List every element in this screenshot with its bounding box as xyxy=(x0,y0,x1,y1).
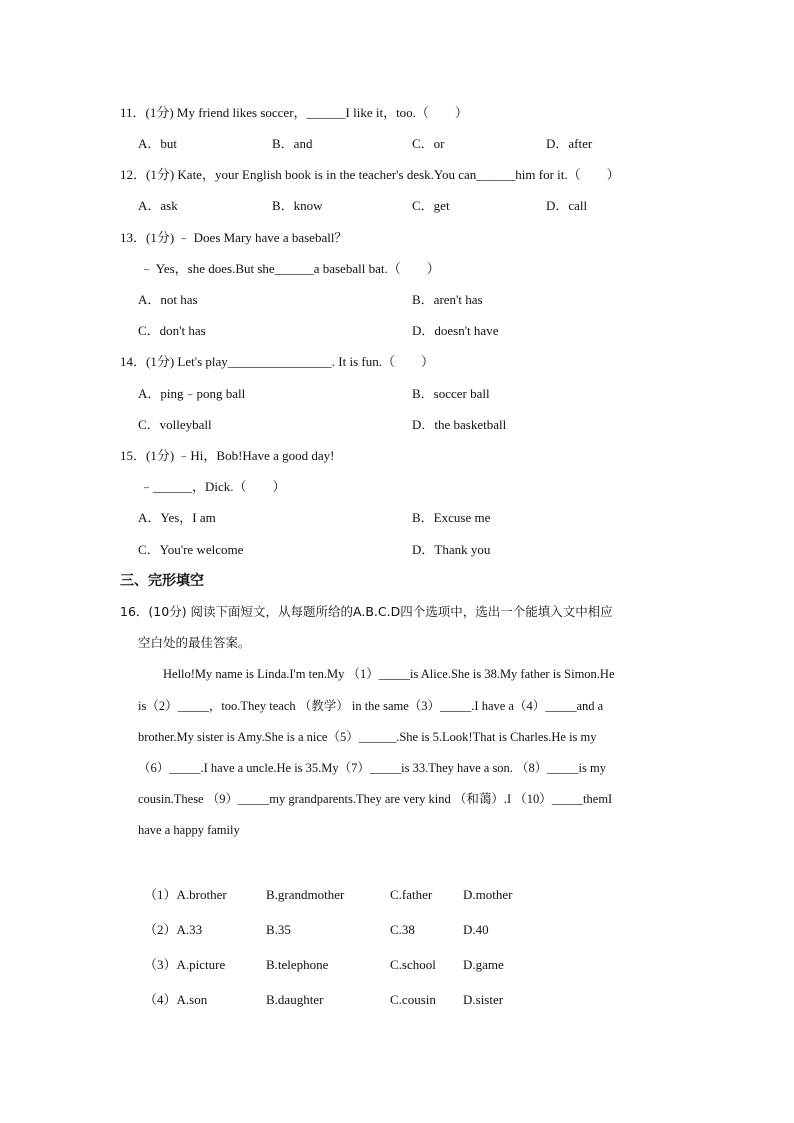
q15-option-d[interactable]: D．Thank you xyxy=(412,542,491,557)
q13-option-b[interactable]: B．aren't has xyxy=(412,292,483,307)
question-13-stem: 13．(1分) ﹣ Does Mary have a baseball？ xyxy=(120,230,348,245)
q12-option-b[interactable]: B．know xyxy=(272,198,323,213)
q14-option-a[interactable]: A．ping﹣pong ball xyxy=(138,386,246,401)
passage-line-4: （6）_____.I have a uncle.He is 35.My（7）_____is 33.They have a son. （8）_____is my xyxy=(138,761,606,775)
choice-4-c[interactable]: C.cousin xyxy=(390,992,436,1007)
question-15-stem: 15．(1分) ﹣Hi，Bob!Have a good day! xyxy=(120,448,335,463)
question-11-stem: 11．(1分) My friend likes soccer，______I like it，too.（ ） xyxy=(120,105,468,120)
q12-option-a[interactable]: A．ask xyxy=(138,198,178,213)
q11-option-c[interactable]: C．or xyxy=(412,136,445,151)
question-14-stem: 14．(1分) Let's play________________. It is fun.（ ） xyxy=(120,354,434,369)
q12-option-d[interactable]: D．call xyxy=(546,198,588,213)
choice-4-b[interactable]: B.daughter xyxy=(266,992,324,1007)
q14-option-b[interactable]: B．soccer ball xyxy=(412,386,490,401)
choice-1-b[interactable]: B.grandmother xyxy=(266,887,345,902)
passage-line-6: have a happy family xyxy=(138,823,240,837)
question-12-stem: 12．(1分) Kate，your English book is in the teacher's desk.You can______him for it.（ ） xyxy=(120,167,620,182)
passage-line-3: brother.My sister is Amy.She is a nice（5）______.She is 5.Look!That is Charles.He is my xyxy=(138,730,597,744)
choice-1-a[interactable]: （1）A.brother xyxy=(144,887,227,902)
choice-row-4 xyxy=(138,991,658,1009)
question-15-stem-reply: ﹣______，Dick.（ ） xyxy=(140,479,286,494)
choice-2-d[interactable]: D.40 xyxy=(463,922,489,937)
q11-option-b[interactable]: B．and xyxy=(272,136,313,151)
choice-4-a[interactable]: （4）A.son xyxy=(144,992,208,1007)
choice-row-3 xyxy=(138,956,658,974)
q14-option-d[interactable]: D．the basketball xyxy=(412,417,507,432)
passage-line-2: is（2）_____，too.They teach （教学） in the same（3）_____.I have a（4）_____and a xyxy=(138,699,604,713)
choice-3-d[interactable]: D.game xyxy=(463,957,504,972)
q12-option-c[interactable]: C．get xyxy=(412,198,450,213)
q15-option-b[interactable]: B．Excuse me xyxy=(412,510,491,525)
section-title-cloze: 三、完形填空 xyxy=(120,573,204,589)
choice-2-a[interactable]: （2）A.33 xyxy=(144,922,203,937)
q13-option-a[interactable]: A．not has xyxy=(138,292,198,307)
passage-line-5: cousin.These （9）_____my grandparents.They are very kind （和蔼）.I （10）_____themI xyxy=(138,792,613,806)
choice-1-c[interactable]: C.father xyxy=(390,887,433,902)
q15-option-a[interactable]: A．Yes，I am xyxy=(138,510,216,525)
choice-2-b[interactable]: B.35 xyxy=(266,922,291,937)
choice-1-d[interactable]: D.mother xyxy=(463,887,513,902)
question-16-instruction-line1: 16．(10分) 阅读下面短文，从每题所给的A.B.C.D四个选项中，选出一个能填入文中相应 xyxy=(120,604,613,619)
q13-option-c[interactable]: C．don't has xyxy=(138,323,206,338)
choice-3-b[interactable]: B.telephone xyxy=(266,957,329,972)
question-16-instruction-line2: 空白处的最佳答案。 xyxy=(138,635,251,650)
q11-option-a[interactable]: A．but xyxy=(138,136,178,151)
choice-row-2 xyxy=(138,921,658,939)
q13-option-d[interactable]: D．doesn't have xyxy=(412,323,499,338)
question-13-stem-reply: ﹣ Yes，she does.But she______a baseball bat.（ ） xyxy=(140,261,440,276)
passage-line-1: Hello!My name is Linda.I'm ten.My （1）_____is Alice.She is 38.My father is Simon.He xyxy=(138,667,615,681)
choice-2-c[interactable]: C.38 xyxy=(390,922,415,937)
q14-option-c[interactable]: C．volleyball xyxy=(138,417,212,432)
choice-3-a[interactable]: （3）A.picture xyxy=(144,957,226,972)
choice-4-d[interactable]: D.sister xyxy=(463,992,504,1007)
q11-option-d[interactable]: D．after xyxy=(546,136,593,151)
choice-3-c[interactable]: C.school xyxy=(390,957,436,972)
q15-option-c[interactable]: C．You're welcome xyxy=(138,542,244,557)
choice-row-1 xyxy=(138,886,658,904)
